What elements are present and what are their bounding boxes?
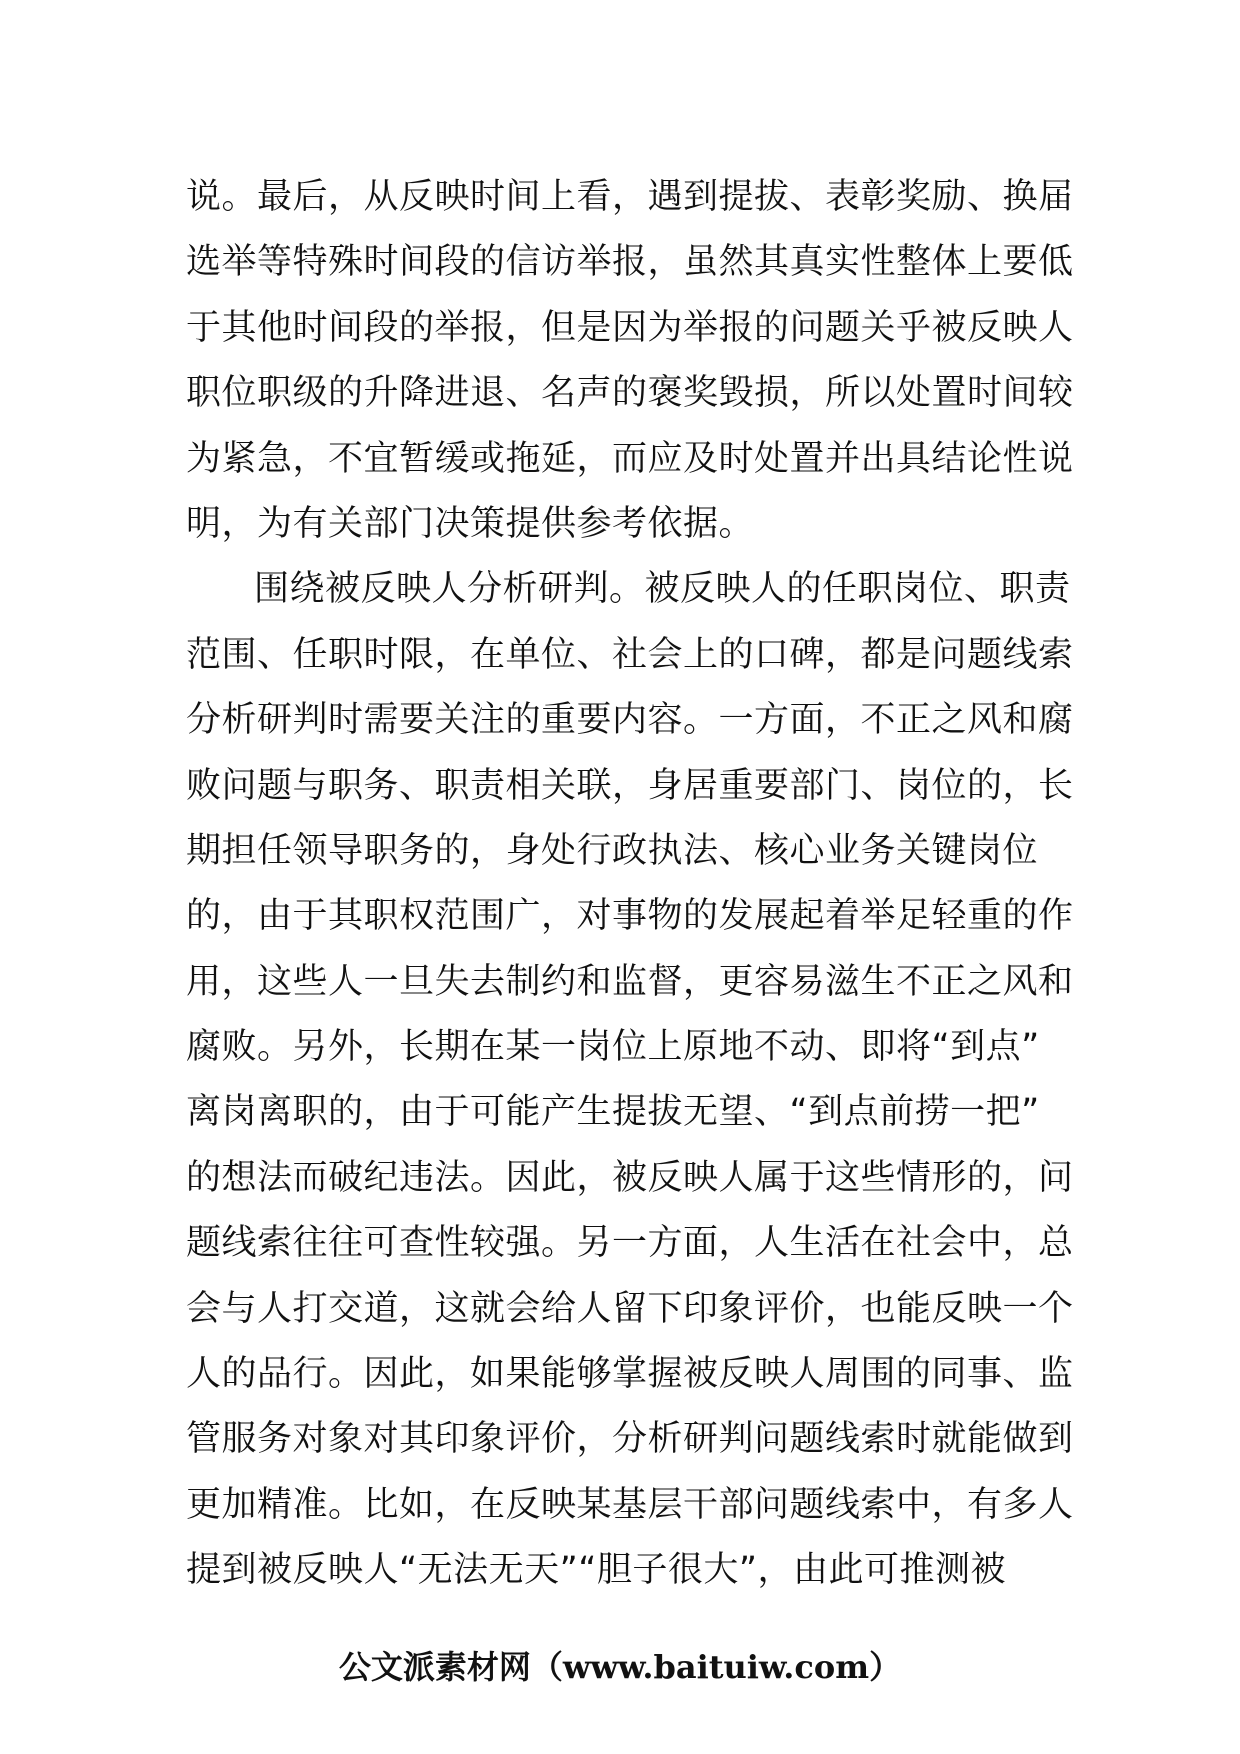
text-line: 人的品行。因此，如果能够掌握被反映人周围的同事、监 [186,1354,1074,1395]
text-line: 题线索往往可查性较强。另一方面，人生活在社会中，总 [186,1223,1074,1264]
text-line: 更加精准。比如，在反映某基层干部问题线索中，有多人 [186,1484,1074,1525]
text-line: 会与人打交道，这就会给人留下印象评价，也能反映一个 [186,1288,1074,1329]
text-line: 的，由于其职权范围广，对事物的发展起着举足轻重的作 [186,896,1074,937]
body-text [186,165,1074,1604]
text-line: 明，为有关部门决策提供参考依据。 [186,503,755,544]
text-line: 选举等特殊时间段的信访举报，虽然其真实性整体上要低 [186,242,1074,283]
text-line: 离岗离职的，由于可能产生提拔无望、“到点前捞一把” [186,1092,1040,1133]
text-line: 的想法而破纪违法。因此，被反映人属于这些情形的，问 [186,1157,1074,1198]
page-footer: 公文派素材网（www.baituiw.com） [338,1648,902,1686]
text-line: 于其他时间段的举报，但是因为举报的问题关乎被反映人 [186,307,1074,348]
text-line: 用，这些人一旦失去制约和监督，更容易滋生不正之风和 [186,961,1074,1002]
text-line: 腐败。另外，长期在某一岗位上原地不动、即将“到点” [186,1027,1040,1068]
text-line: 范围、任职时限，在单位、社会上的口碑，都是问题线索 [186,634,1074,675]
paragraph-heading-line: 围绕被反映人分析研判。被反映人的任职岗位、职责 [254,569,1071,610]
text-line: 败问题与职务、职责相关联，身居重要部门、岗位的，长 [186,765,1074,806]
text-line: 管服务对象对其印象评价，分析研判问题线索时就能做到 [186,1419,1074,1460]
text-line: 职位职级的升降进退、名声的褒奖毁损，所以处置时间较 [186,373,1074,414]
text-line: 说。最后，从反映时间上看，遇到提拔、表彰奖励、换届 [186,177,1074,217]
text-line: 期担任领导职务的，身处行政执法、核心业务关键岗位 [186,830,1039,871]
text-line: 为紧急，不宜暂缓或拖延，而应及时处置并出具结论性说 [186,438,1074,479]
text-line: 提到被反映人“无法无天”“胆子很大”，由此可推测被 [186,1550,1007,1591]
text-line: 分析研判时需要关注的重要内容。一方面，不正之风和腐 [186,700,1074,741]
